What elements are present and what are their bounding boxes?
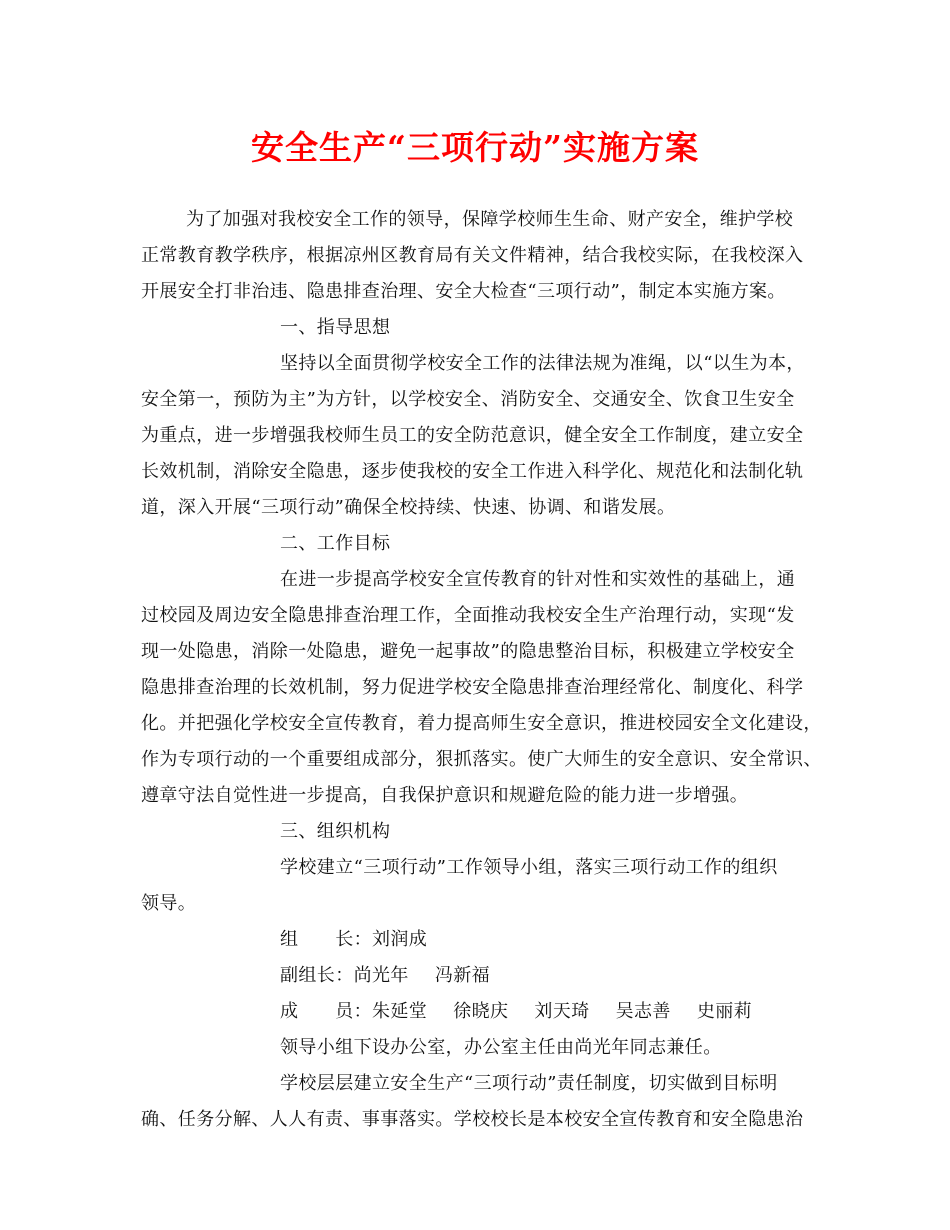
member-name: 刘天琦: [534, 1001, 590, 1022]
section1-line: 道，深入开展“三项行动”确保全校持续、快速、协调、和谐发展。: [141, 497, 676, 518]
leader-row: [280, 928, 427, 952]
members-row: [280, 1000, 752, 1024]
member-name: 徐晓庆: [453, 1001, 509, 1022]
section1-line: 坚持以全面贯彻学校安全工作的法律法规为准绳，以“以生为本，: [280, 353, 805, 374]
leader-name: 刘润成: [372, 929, 428, 950]
section2-line: 在进一步提高学校安全宣传教育的针对性和实效性的基础上，通: [280, 569, 796, 590]
section2-line: 隐患排查治理的长效机制，努力促进学校安全隐患排查治理经常化、制度化、科学: [141, 677, 804, 698]
section-heading-organization: 三、组织机构: [280, 821, 391, 842]
member-name: 吴志善: [615, 1001, 671, 1022]
member-name: 朱延堂: [372, 1001, 428, 1022]
section1-line: 安全第一，预防为主”为方针，以学校安全、消防安全、交通安全、饮食卫生安全: [141, 389, 795, 410]
section-heading-guiding-thought: 一、指导思想: [280, 317, 391, 338]
deputy-name: 冯新福: [434, 965, 491, 986]
responsibility-line: 确、任务分解、人人有责、事事落实。学校校长是本校安全宣传教育和安全隐患治: [141, 1109, 804, 1130]
section2-line: 作为专项行动的一个重要组成部分，狠抓落实。使广大师生的安全意识、安全常识、: [141, 749, 822, 770]
office-line: 领导小组下设办公室，办公室主任由尚光年同志兼任。: [280, 1037, 722, 1058]
section2-line: 过校园及周边安全隐患排查治理工作，全面推动我校安全生产治理行动，实现“发: [141, 605, 795, 626]
section1-line: 长效机制，消除安全隐患，逐步使我校的安全工作进入科学化、规范化和法制化轨: [141, 461, 804, 482]
members-label: 成 员：: [280, 1001, 372, 1022]
member-name: 史丽莉: [696, 1001, 753, 1022]
section1-line: 为重点，进一步增强我校师生员工的安全防范意识，健全安全工作制度，建立安全: [141, 425, 804, 446]
deputy-label: 副组长：: [280, 965, 354, 986]
section2-line: 现一处隐患，消除一处隐患，避免一起事故”的隐患整治目标，积极建立学校安全: [141, 641, 795, 662]
section2-line: 化。并把强化学校安全宣传教育，着力提高师生安全意识，推进校园安全文化建设，: [141, 713, 822, 734]
section-heading-work-goals: 二、工作目标: [280, 533, 391, 554]
deputy-name: 尚光年: [353, 965, 409, 986]
document-title: 安全生产“三项行动”实施方案: [251, 128, 699, 167]
leader-label: 组 长：: [280, 929, 372, 950]
intro-line: 开展安全打非治违、隐患排查治理、安全大检查“三项行动”，制定本实施方案。: [141, 281, 786, 302]
intro-line: 为了加强对我校安全工作的领导，保障学校师生生命、财产安全，维护学校: [186, 209, 794, 230]
section2-line: 遵章守法自觉性进一步提高，自我保护意识和规避危险的能力进一步增强。: [141, 785, 749, 806]
responsibility-line: 学校层层建立安全生产“三项行动”责任制度，切实做到目标明: [280, 1073, 778, 1094]
deputy-row: [280, 964, 490, 988]
intro-line: 正常教育教学秩序，根据凉州区教育局有关文件精神，结合我校实际，在我校深入: [141, 245, 804, 266]
section3-line: 学校建立“三项行动”工作领导小组，落实三项行动工作的组织: [280, 857, 778, 878]
section3-line: 领导。: [141, 893, 197, 914]
